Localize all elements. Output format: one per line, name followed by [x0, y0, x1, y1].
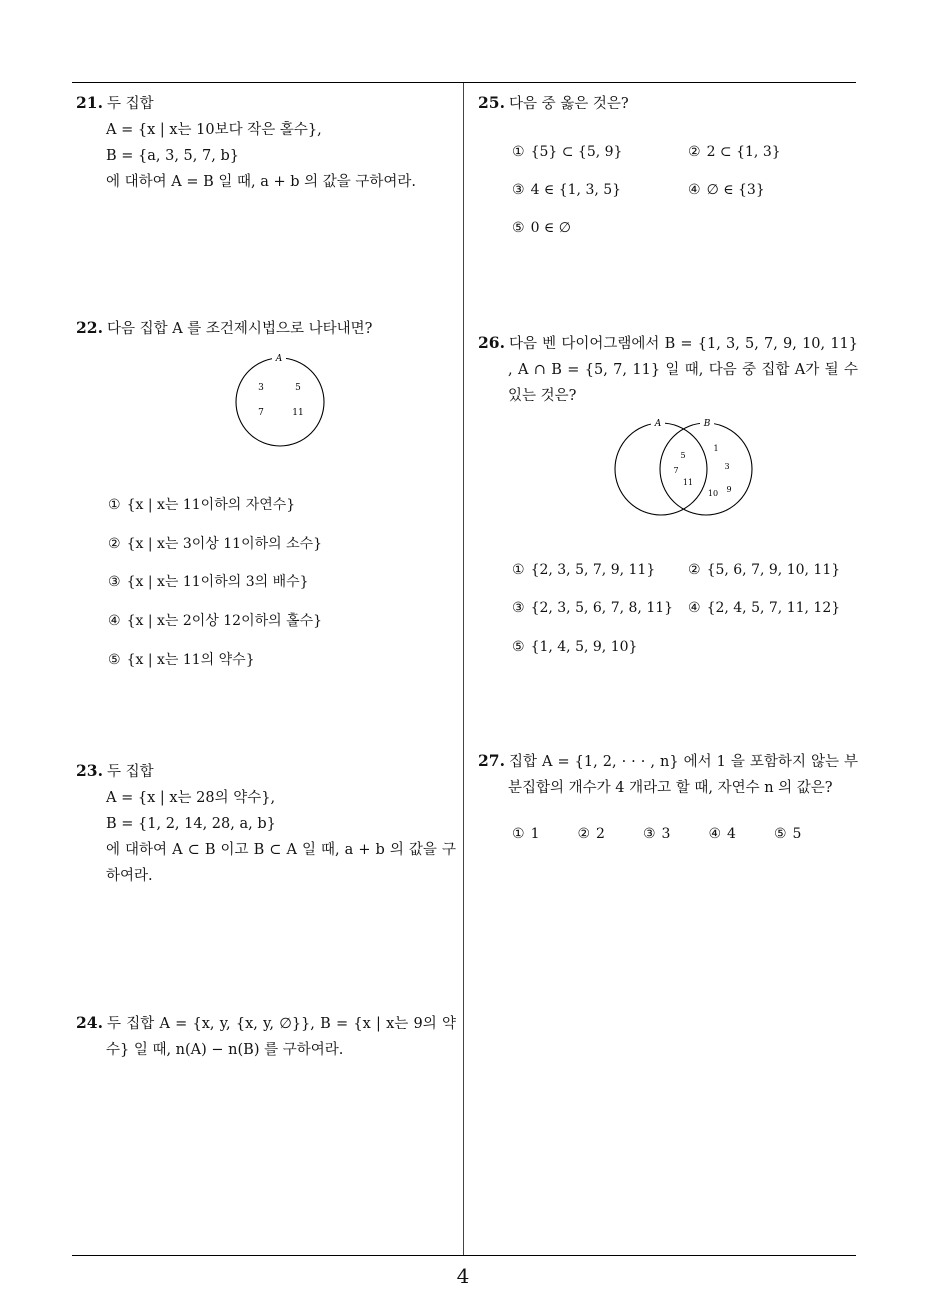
set-a-definition: A = {x | x는 28의 약수},: [106, 790, 276, 806]
venn-label-a: A: [654, 419, 662, 429]
set-a-circle: [615, 423, 707, 515]
question-24: [76, 1010, 456, 1063]
question-number: 26.: [478, 333, 505, 352]
choice-2[interactable]: ② 2: [577, 826, 605, 842]
choice-row: [512, 826, 801, 842]
choice-3[interactable]: ③ 3: [642, 826, 671, 842]
choice-5[interactable]: ⑤ {1, 4, 5, 9, 10}: [512, 639, 638, 655]
choice-3[interactable]: ③ 4 ∈ {1, 3, 5}: [512, 182, 622, 198]
choice-5[interactable]: ⑤ {x | x는 11의 약수}: [108, 652, 255, 668]
question-25: [478, 90, 858, 117]
top-rule: [72, 82, 856, 83]
set-b-definition: B = {a, 3, 5, 7, b}: [106, 148, 239, 164]
venn-diagram-a: [228, 352, 332, 448]
choice-4[interactable]: ④ {x | x는 2이상 12이하의 홀수}: [108, 613, 323, 629]
venn-element: 3: [724, 462, 730, 471]
venn-element: 7: [673, 466, 679, 475]
choice-2[interactable]: ② {x | x는 3이상 11이하의 소수}: [108, 536, 323, 552]
set-a-definition: A = {x | x는 10보다 작은 홀수},: [106, 122, 322, 138]
venn-element: 11: [682, 478, 694, 487]
question-number: 22.: [76, 318, 103, 337]
choice-2[interactable]: ② {5, 6, 7, 9, 10, 11}: [688, 562, 841, 578]
venn-element: 3: [258, 383, 264, 393]
venn-element: 11: [292, 408, 304, 418]
choice-1[interactable]: ① {x | x는 11이하의 자연수}: [108, 497, 296, 513]
question-prompt: 다음 중 옳은 것은?: [508, 96, 629, 112]
choice-1[interactable]: ① 1: [512, 826, 540, 842]
question-number: 25.: [478, 93, 505, 112]
question-26: [478, 330, 858, 409]
choice-3[interactable]: ③ {2, 3, 5, 6, 7, 8, 11}: [512, 600, 674, 616]
venn-label-b: B: [703, 419, 711, 429]
venn-element: 9: [726, 485, 732, 494]
choice-1[interactable]: ① {5} ⊂ {5, 9}: [512, 144, 623, 160]
question-number: 27.: [478, 751, 505, 770]
choice-4[interactable]: ④ 4: [708, 826, 736, 842]
question-prompt: 두 집합 A = {x, y, {x, y, ∅}}, B = {x | x는 9의 약수} 일 때, n(A) − n(B) 를 구하여라.: [106, 1016, 456, 1058]
page-number: 4: [456, 1264, 470, 1288]
question-21: 21. 두 집합 A = {x | x는 10보다 작은 홀수}, B = {a, 3, 5, 7, b} 에 대하여 A = B 일 때, a + b 의 값을 구하여라.: [76, 90, 456, 195]
choice-4[interactable]: ④ ∅ ∈ {3}: [688, 182, 765, 198]
set-b-definition: B = {1, 2, 14, 28, a, b}: [106, 816, 276, 832]
set-a-circle: [236, 358, 324, 446]
choice-2[interactable]: ② 2 ⊂ {1, 3}: [688, 144, 781, 160]
choice-5[interactable]: ⑤ 0 ∈ ∅: [512, 220, 571, 236]
venn-label: A: [275, 354, 283, 364]
venn-element: 1: [713, 444, 719, 453]
question-number: 23.: [76, 761, 103, 780]
choice-4[interactable]: ④ {2, 4, 5, 7, 11, 12}: [688, 600, 841, 616]
bottom-rule: [72, 1255, 856, 1256]
venn-element: 5: [680, 451, 686, 460]
question-23: 23. 두 집합 A = {x | x는 28의 약수}, B = {1, 2, 14, 28, a, b} 에 대하여 A ⊂ B 이고 B ⊂ A 일 때, a + b 의 값을 구하여라.: [76, 758, 456, 889]
question-number: 21.: [76, 93, 103, 112]
venn-element: 5: [295, 383, 301, 393]
venn-element: 10: [707, 489, 719, 498]
column-divider: [463, 83, 464, 1255]
question-prompt: 다음 벤 다이어그램에서 B = {1, 3, 5, 7, 9, 10, 11} , A ∩ B = {5, 7, 11} 일 때, 다음 중 집합 A가 될 수 있는 것은?: [508, 336, 858, 404]
question-prompt: 집합 A = {1, 2, · · · , n} 에서 1 을 포함하지 않는 부분집합의 개수가 4 개라고 할 때, 자연수 n 의 값은?: [508, 754, 858, 796]
question-number: 24.: [76, 1013, 103, 1032]
question-22: [76, 315, 456, 342]
choice-5[interactable]: ⑤ 5: [773, 826, 802, 842]
question-prompt: 에 대하여 A ⊂ B 이고 B ⊂ A 일 때, a + b 의 값을 구하여라.: [106, 842, 456, 884]
choice-3[interactable]: ③ {x | x는 11이하의 3의 배수}: [108, 574, 309, 590]
question-prompt: 다음 집합 A 를 조건제시법으로 나타내면?: [106, 321, 373, 337]
choice-1[interactable]: ① {2, 3, 5, 7, 9, 11}: [512, 562, 656, 578]
venn-element: 7: [258, 408, 264, 418]
question-prompt: 에 대하여 A = B 일 때, a + b 의 값을 구하여라.: [106, 174, 416, 190]
question-27: [478, 748, 858, 801]
venn-diagram-ab: [606, 415, 762, 519]
